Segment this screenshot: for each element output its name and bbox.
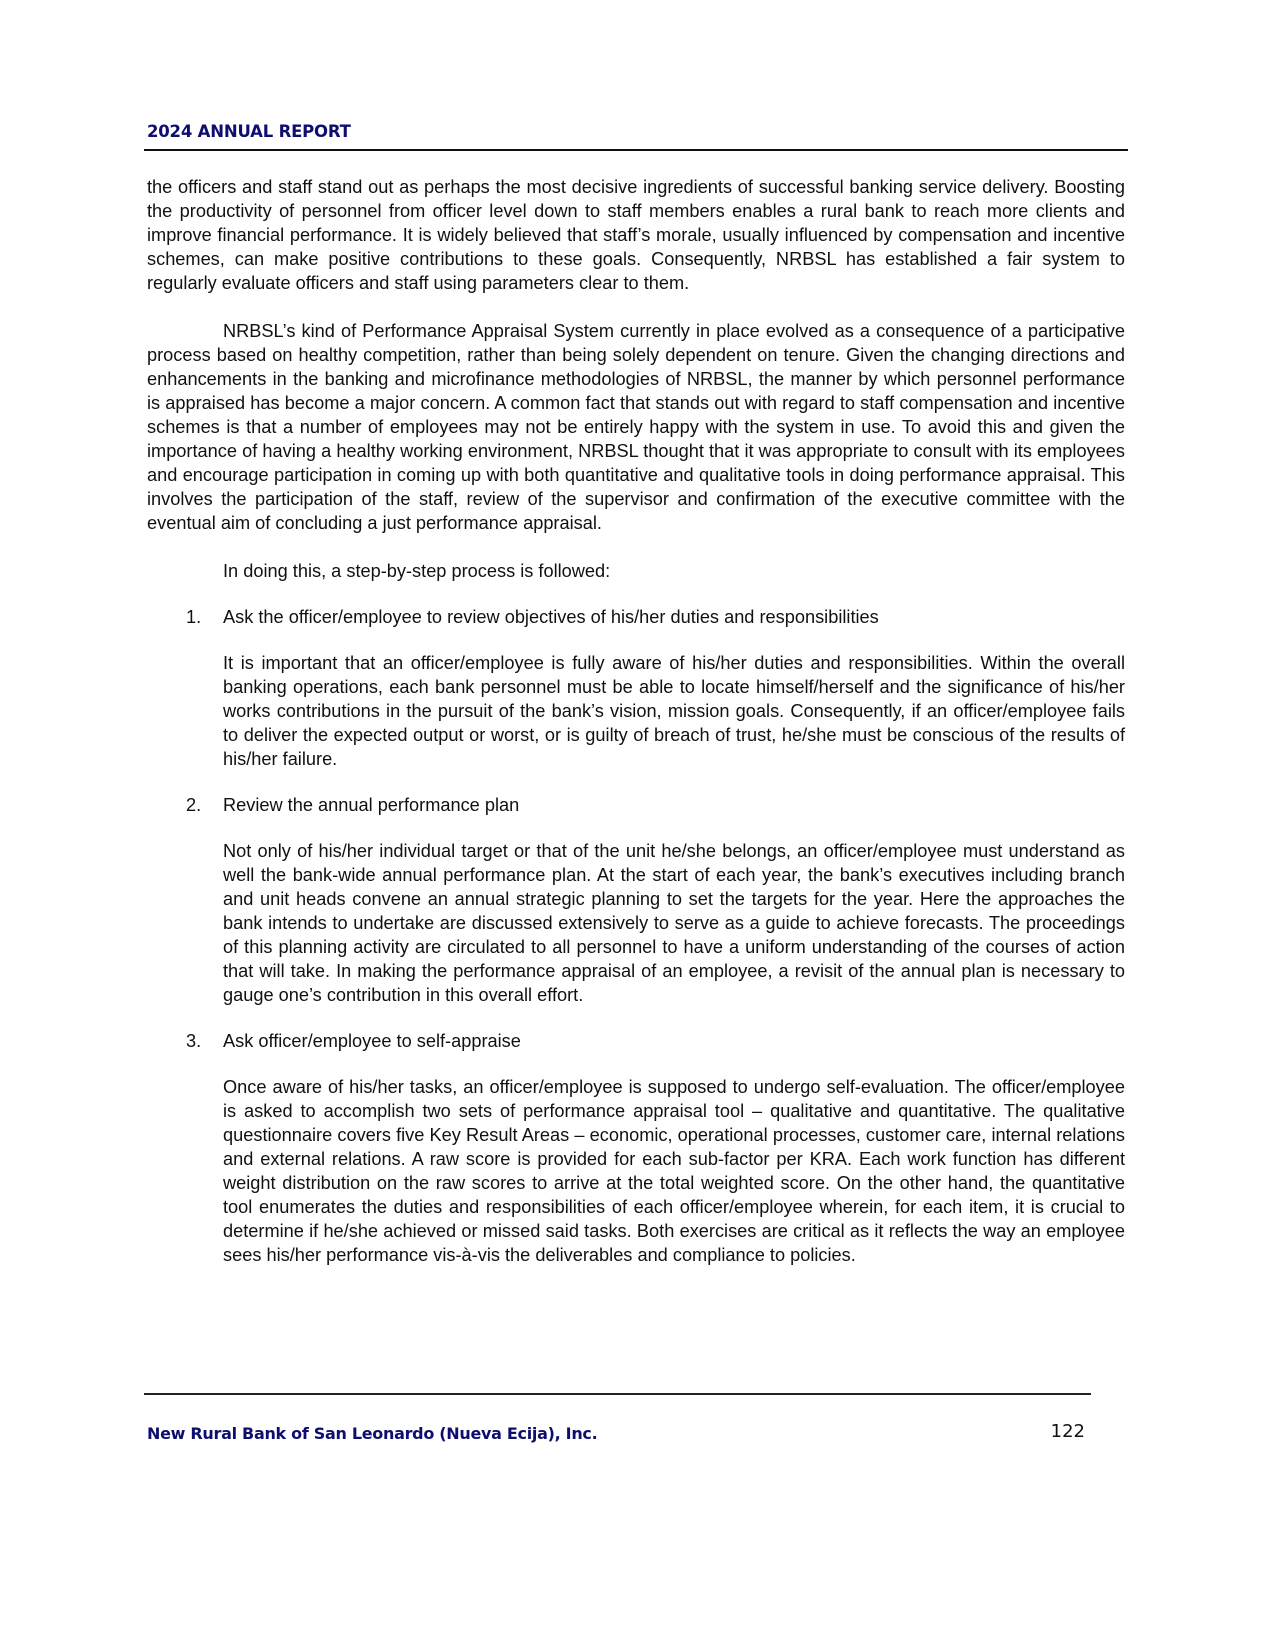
spacer (147, 1007, 1125, 1029)
step-description: Not only of his/her individual target or that of the unit he/she belongs, an officer/employee must understand as well the bank-wide annual performance plan. At the start of each year, the bank’s executives including branch and unit heads convene an annual strategic planning to set the targets for the year. Here the approaches the bank intends to undertake are discussed extensively to serve as a guide to achieve forecasts. The proceedings of this planning activity are circulated to all personnel to have a uniform understanding of the courses of action that will take. In making the performance appraisal of an employee, a revisit of the annual plan is necessary to gauge one’s contribution in this overall effort. (223, 841, 1125, 1005)
step-title: Ask officer/employee to self-appraise (223, 1031, 521, 1051)
paragraph-intro: the officers and staff stand out as perhaps the most decisive ingredients of successful banking service delivery. Boosting the productivity of personnel from officer level down to staff members enables a rural bank to reach more clients and improve financial performance. It is widely believed that staff’s morale, usually influenced by compensation and incentive schemes, can make positive contributions to these goals. Consequently, NRBSL has established a fair system to regularly evaluate officers and staff using parameters clear to them. (147, 177, 1125, 293)
spacer (147, 771, 1125, 793)
spacer (147, 629, 1125, 651)
paragraph-process-lead: In doing this, a step-by-step process is followed: (223, 561, 611, 581)
step-title: Review the annual performance plan (223, 795, 520, 815)
spacer (147, 817, 1125, 839)
spacer (147, 535, 1125, 559)
step-description: Once aware of his/her tasks, an officer/employee is supposed to undergo self-evaluation. The officer/employee is asked to accomplish two sets of performance appraisal tool – qualitative and quantitative. The qualitative questionnaire covers five Key Result Areas – economic, operational processes, customer care, internal relations and external relations. A raw score is provided for each sub-factor per KRA. Each work function has different weight distribution on the raw scores to arrive at the total weighted score. On the other hand, the quantitative tool enumerates the duties and responsibilities of each officer/employee wherein, for each item, it is crucial to determine if he/she achieved or missed said tasks. Both exercises are critical as it reflects the way an employee sees his/her performance vis-à-vis the deliverables and compliance to policies. (223, 1077, 1125, 1265)
document-body (147, 175, 1125, 1267)
footer-organization: New Rural Bank of San Leonardo (Nueva Ecija), Inc. (147, 1424, 598, 1443)
report-title: 2024 ANNUAL REPORT (147, 122, 351, 141)
spacer (147, 1053, 1125, 1075)
step-description: It is important that an officer/employee is fully aware of his/her duties and responsibilities. Within the overall banking operations, each bank personnel must be able to locate himself/herself and the significance of his/her works contributions in the pursuit of the bank’s vision, mission goals. Consequently, if an officer/employee fails to deliver the expected output or worst, or is guilty of breach of trust, he/she must be conscious of the results of his/her failure. (223, 653, 1125, 769)
spacer (147, 295, 1125, 319)
header-divider (144, 149, 1128, 151)
page-number: 122 (1050, 1421, 1085, 1442)
step-title: Ask the officer/employee to review objectives of his/her duties and responsibilities (223, 607, 879, 627)
spacer (147, 583, 1125, 605)
step-item-3 (147, 1029, 1125, 1053)
step-item-1 (147, 605, 1125, 629)
paragraph-appraisal-system: NRBSL’s kind of Performance Appraisal System currently in place evolved as a consequence of a participative process based on healthy competition, rather than being solely dependent on tenure. Given the changing directions and enhancements in the banking and microfinance methodologies of NRBSL, the manner by which personnel performance is appraised has become a major concern. A common fact that stands out with regard to staff compensation and incentive schemes is that a number of employees may not be entirely happy with the system in use. To avoid this and given the importance of having a healthy working environment, NRBSL thought that it was appropriate to consult with its employees and encourage participation in coming up with both quantitative and qualitative tools in doing performance appraisal. This involves the participation of the staff, review of the supervisor and confirmation of the executive committee with the eventual aim of concluding a just performance appraisal. (147, 321, 1125, 533)
step-number: 3. (186, 1031, 202, 1051)
step-number: 2. (186, 795, 202, 815)
step-number: 1. (186, 607, 202, 627)
footer-divider (144, 1393, 1091, 1395)
step-item-2 (147, 793, 1125, 817)
